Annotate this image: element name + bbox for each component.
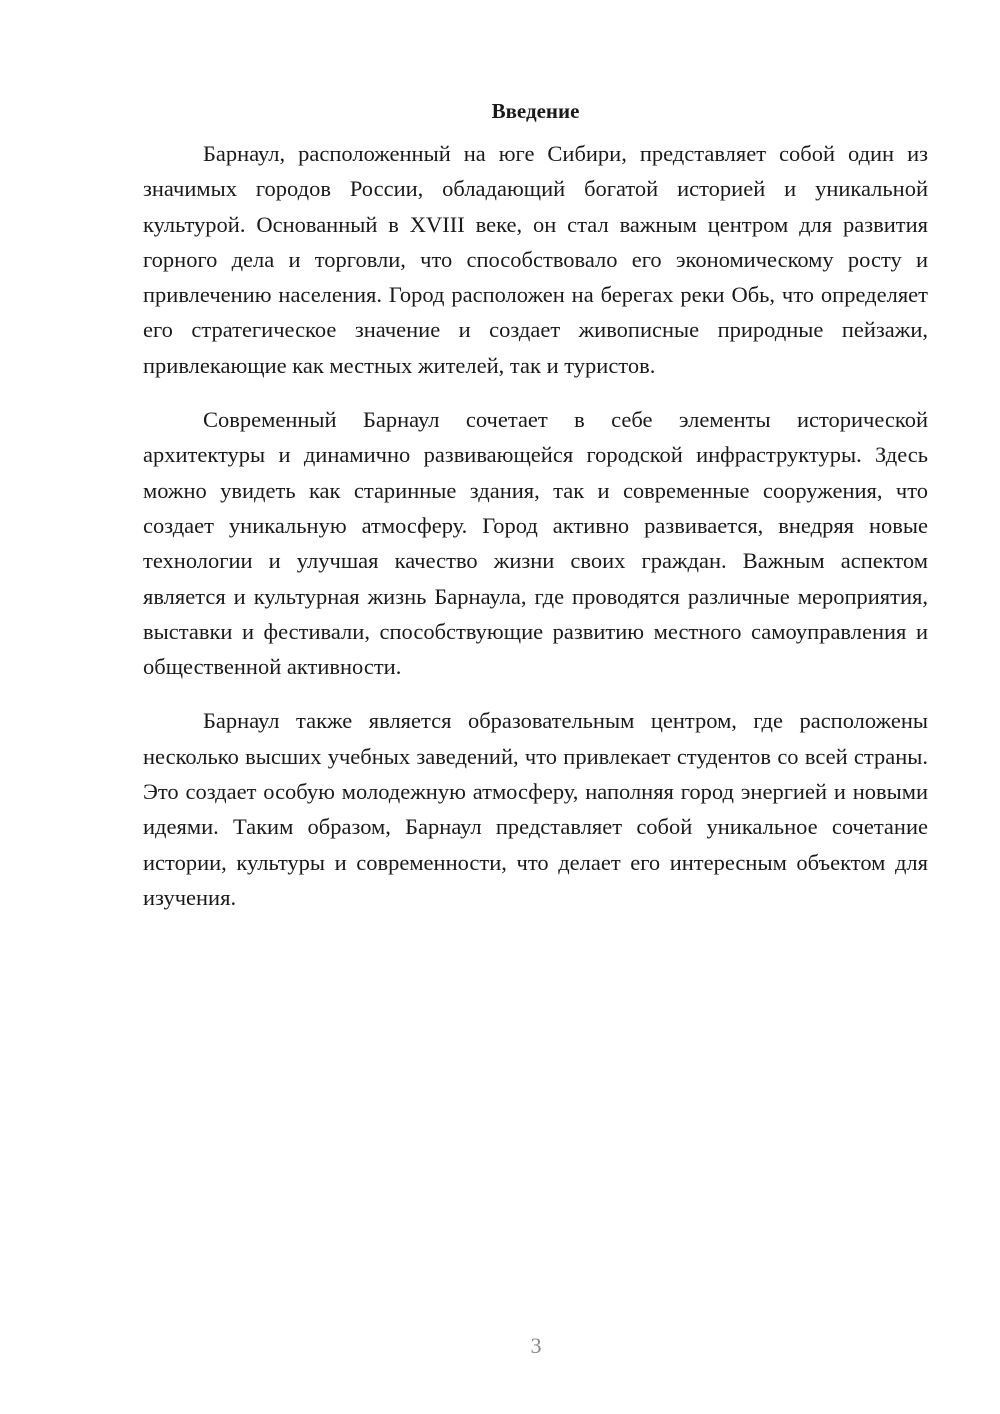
paragraph-2: Современный Барнаул сочетает в себе элементы исторической архитектуры и динамично развивающейся городской инфраструктуры. Здесь можно увидеть как старинные здания, так и современные сооружения, что создает уникальную атмосферу. Город активно развивается, внедряя новые технологии и улучшая качество жизни своих граждан. Важным аспектом является и культурная жизнь Барнаула, где проводятся различные мероприятия, выставки и фестивали, способствующие развитию местного самоуправления и общественной активности. — [143, 407, 928, 680]
paragraph-1: Барнаул, расположенный на юге Сибири, представляет собой один из значимых городов России, обладающий богатой историей и уникальной культурой. Основанный в XVIII веке, он стал важным центром для развития горного дела и торговли, что способствовало его экономическому росту и привлечению населения. Город расположен на берегах реки Обь, что определяет его стратегическое значение и создает живописные природные пейзажи, привлекающие как местных жителей, так и туристов. — [143, 141, 928, 378]
document-body — [143, 96, 928, 934]
paragraph-3: Барнаул также является образовательным центром, где расположены несколько высших учебных заведений, что привлекает студентов со всей страны. Это создает особую молодежную атмосферу, наполняя город энергией и новыми идеями. Таким образом, Барнаул представляет собой уникальное сочетание истории, культуры и современности, что делает его интересным объектом для изучения. — [143, 708, 928, 910]
section-heading: Введение — [491, 99, 580, 123]
page-number: 3 — [530, 1333, 542, 1358]
